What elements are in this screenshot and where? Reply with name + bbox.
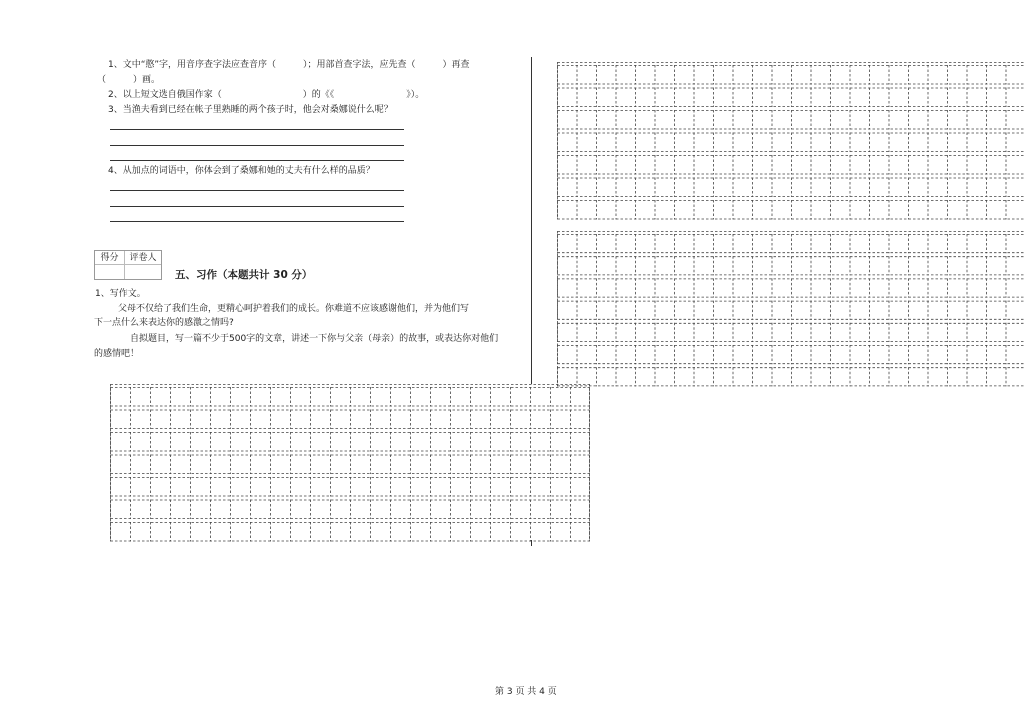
prompt-paragraph-1-line-1: 父母不仅给了我们生命，更精心呵护着我们的成长。你难道不应该感谢他们，并为他们写 <box>118 304 470 314</box>
answer-line[interactable] <box>110 160 404 161</box>
question-1-line-1: 1、文中“憨”字，用音序查字法应查音序（ ）；用部首查字法，应先查（ ）再查 <box>108 60 470 70</box>
answer-line[interactable] <box>110 221 404 222</box>
score-table <box>94 250 162 280</box>
question-4: 4、从加点的词语中，你体会到了桑娜和她的丈夫有什么样的品质？ <box>108 166 375 176</box>
question-2: 2、以上短文选自俄国作家（ ）的《《 》）。 <box>108 90 425 100</box>
answer-line[interactable] <box>110 206 404 207</box>
writing-grid-svg <box>557 62 1024 220</box>
score-cell[interactable] <box>95 265 125 279</box>
answer-line[interactable] <box>110 145 404 146</box>
writing-grid-left[interactable] <box>110 384 591 542</box>
question-3: 3、当渔夫看到已经在帐子里熟睡的两个孩子时，他会对桑娜说什么呢？ <box>108 105 393 115</box>
writing-grid-right-bottom[interactable] <box>557 231 1024 387</box>
grader-label: 评卷人 <box>125 251 161 265</box>
prompt-paragraph-2-line-1: 自拟题目，写一篇不少于500字的文章，讲述一下你与父亲（母亲）的故事，或表达你对他们 <box>130 334 499 344</box>
writing-grid-right-top[interactable] <box>557 62 1024 220</box>
writing-grid-svg <box>557 231 1024 387</box>
page-number: 第 3 页 共 4 页 <box>495 687 557 697</box>
column-divider <box>531 57 532 384</box>
section-title: 五、习作（本题共计 30 分） <box>175 269 313 281</box>
answer-line[interactable] <box>110 190 404 191</box>
writing-grid-svg <box>110 384 591 542</box>
answer-line[interactable] <box>110 129 404 130</box>
grader-cell[interactable] <box>125 265 161 279</box>
score-label: 得分 <box>95 251 125 265</box>
writing-task: 1、写作文。 <box>95 289 146 299</box>
prompt-paragraph-1-line-2: 下一点什么来表达你的感激之情吗? <box>94 318 234 328</box>
prompt-paragraph-2-line-2: 的感情吧！ <box>94 349 140 359</box>
question-1-line-2: （ ）画。 <box>97 75 161 85</box>
